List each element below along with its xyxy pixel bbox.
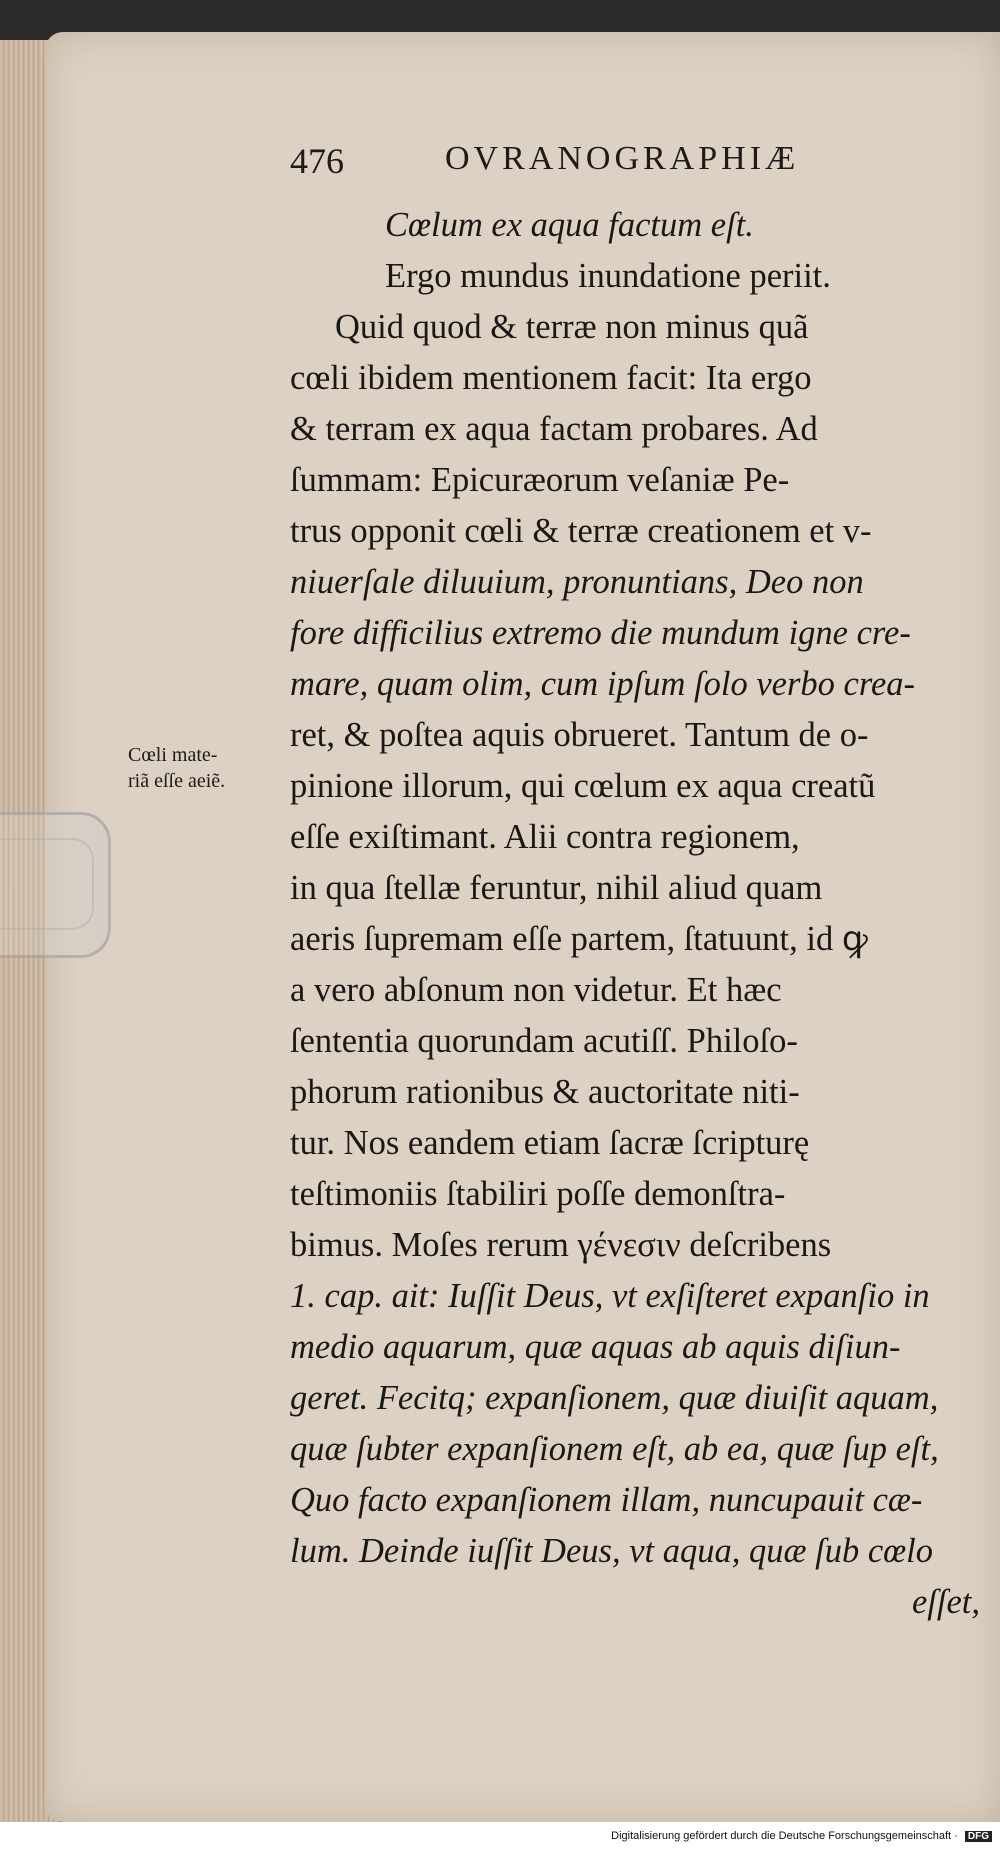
text-line: ſententia quorundam acutiſſ. Philoſo- [290, 1022, 798, 1060]
text-line: mare, quam olim, cum ipſum ſolo verbo crea- [290, 665, 916, 703]
marginal-note-line: riã eſſe aeiẽ. [128, 770, 226, 792]
text-line: fore difficilius extremo die mundum igne cre- [290, 614, 911, 652]
text-line: a vero abſonum non videtur. Et hæc [290, 971, 782, 1009]
body-text [290, 200, 980, 1628]
page-header [290, 140, 940, 190]
running-title: OVRANOGRAPHIÆ [445, 140, 800, 177]
text-line: bimus. Moſes rerum γένεσιν deſcribens [290, 1226, 832, 1264]
marginal-note [128, 742, 288, 794]
text-line: trus opponit cœli & terræ creationem et v- [290, 512, 872, 550]
text-line: phorum rationibus & auctoritate niti- [290, 1073, 800, 1111]
text-line: geret. Fecitq; expanſionem, quæ diuiſit aquam, [290, 1379, 939, 1417]
dfg-logo: DFG [965, 1831, 992, 1842]
text-line: lum. Deinde iuſſit Deus, vt aqua, quæ ſub cœlo [290, 1532, 933, 1570]
text-line: eſſe exiſtimant. Alii contra regionem, [290, 818, 800, 856]
text-line: ſummam: Epicuræorum veſaniæ Pe- [290, 461, 790, 499]
text-line: ret, & poſtea aquis obrueret. Tantum de o- [290, 716, 869, 754]
text-line: cœli ibidem mentionem facit: Ita ergo [290, 359, 812, 397]
page-number: 476 [290, 141, 344, 181]
text-line: niuerſale diluuium, pronuntians, Deo non [290, 563, 864, 601]
credit-text: Digitalisierung gefördert durch die Deutsche Forschungsgemeinschaft · [611, 1830, 958, 1842]
marginal-note-line: Cœli mate- [128, 744, 218, 766]
page-clip-inner [0, 838, 94, 930]
text-line: 1. cap. ait: Iuſſit Deus, vt exſiſteret expanſio in [290, 1277, 930, 1315]
text-line: Cœlum ex aqua factum eſt. [385, 206, 754, 244]
text-line: tur. Nos eandem etiam ſacræ ſcripturę [290, 1124, 810, 1162]
text-line: aeris ſupremam eſſe partem, ſtatuunt, id ꝙ [290, 920, 868, 958]
text-line: Quo facto expanſionem illam, nuncupauit cæ- [290, 1481, 923, 1519]
text-line: Quid quod & terræ non minus quã [335, 308, 809, 346]
catchword: eſſet, [911, 1583, 980, 1621]
text-line: teſtimoniis ſtabiliri poſſe demonſtra- [290, 1175, 786, 1213]
text-line: medio aquarum, quæ aquas ab aquis diſiun- [290, 1328, 901, 1366]
text-line: Ergo mundus inundatione periit. [385, 257, 831, 295]
text-line: quæ ſubter expanſionem eſt, ab ea, quæ ſup eſt, [290, 1430, 939, 1468]
text-line: pinione illorum, qui cœlum ex aqua creatũ [290, 767, 876, 805]
text-line: in qua ſtellæ feruntur, nihil aliud quam [290, 869, 823, 907]
text-line: & terram ex aqua factam probares. Ad [290, 410, 818, 448]
digitization-credit [611, 1830, 992, 1842]
